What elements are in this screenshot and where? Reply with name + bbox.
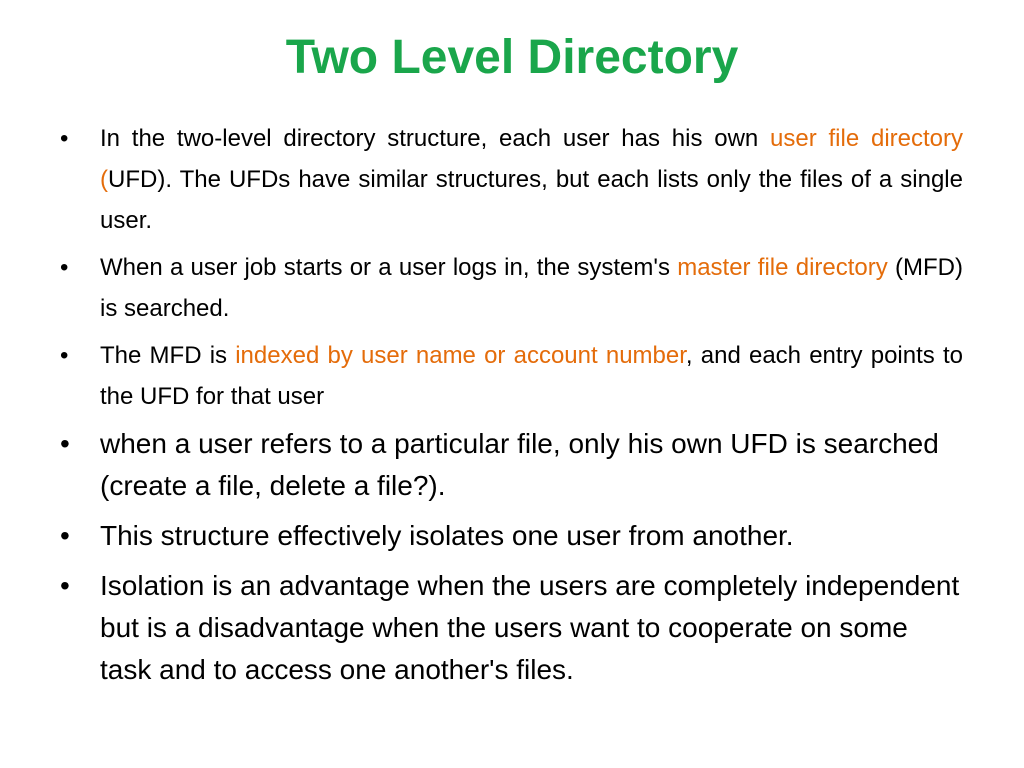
bullet-item-5 [60, 515, 963, 557]
text-segment: The MFD is [100, 342, 236, 369]
highlighted-term: user file directory ( [100, 125, 963, 193]
bullet-item-3 [60, 335, 963, 417]
bullet-item-2 [60, 247, 963, 329]
bullet-text [100, 247, 963, 329]
bullet-marker: • [60, 125, 69, 152]
bullet-marker: • [60, 428, 70, 459]
bullet-marker: • [60, 520, 70, 551]
bullet-list [60, 118, 963, 699]
bullet-item-6 [60, 565, 963, 691]
highlighted-term: indexed by user name or account number [235, 342, 686, 369]
bullet-marker: • [60, 570, 70, 601]
text-segment: When a user job starts or a user logs in, the system's [100, 254, 678, 281]
text-segment: In the two-level directory structure, each user has his own [100, 125, 771, 152]
highlighted-term: master file directory [677, 254, 888, 281]
bullet-text: when a user refers to a particular file, only his own UFD is searched (create a file, delete a file?). [100, 428, 939, 501]
text-segment: , and each entry points to the UFD for that user [100, 342, 963, 410]
bullet-item-1 [60, 118, 963, 241]
bullet-text: Isolation is an advantage when the users are completely independent but is a disadvantage when the users want to cooperate on some task and to access one another's files. [100, 570, 960, 685]
bullet-marker: • [60, 254, 69, 281]
bullet-text: This structure effectively isolates one user from another. [100, 520, 794, 551]
text-segment: (MFD) is searched. [100, 254, 964, 322]
slide-title: Two Level Directory [285, 31, 739, 84]
bullet-marker: • [60, 342, 69, 369]
bullet-text [100, 118, 963, 241]
bullet-item-4 [60, 423, 963, 507]
text-segment: UFD). The UFDs have similar structures, but each lists only the files of a single user. [100, 166, 963, 234]
bullet-text [100, 335, 963, 417]
